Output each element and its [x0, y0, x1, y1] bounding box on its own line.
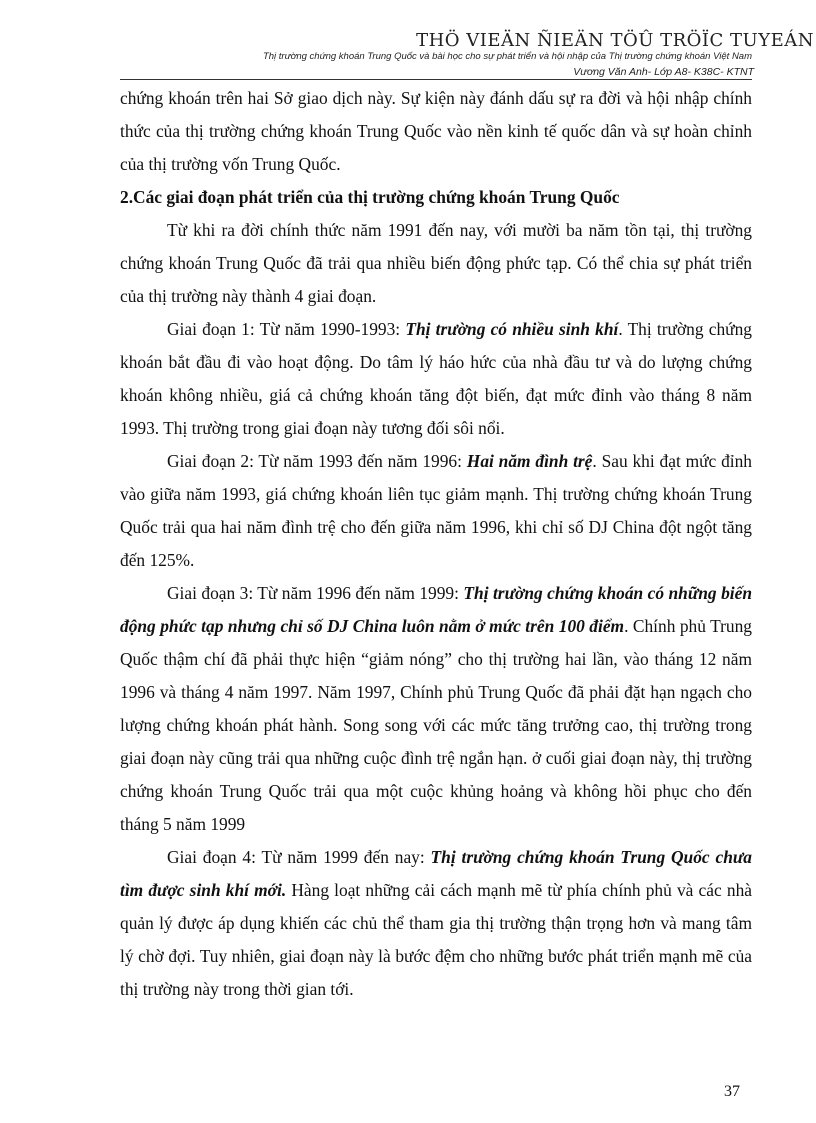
header-subtitle: Thị trường chứng khoán Trung Quốc và bài học cho sự phát triển và hội nhập của Thị trường chứng khoán Việt Nam — [262, 51, 752, 62]
paragraph-stage-2 — [120, 445, 752, 577]
stage-4-lead: Giai đoạn 4: Từ năm 1999 đến nay: — [167, 847, 431, 867]
header-author: Vương Văn Anh- Lớp A8- K38C- KTNT — [573, 66, 754, 78]
stage-1-text: . Thị trường chứng khoán bắt đầu đi vào hoạt động. Do tâm lý háo hức của nhà đầu tư và do lượng chứng khoán không nhiều, giá cả chứng khoán tăng đột biến, đạt mức đỉnh vào tháng 8 năm 1993. Thị trường trong giai đoạn này tương đối sôi nổi. — [120, 319, 752, 438]
stage-2-lead: Giai đoạn 2: Từ năm 1993 đến năm 1996: — [167, 451, 467, 471]
header-watermark: THÖ VIEÄN ÑIEÄN TÖÛ TRÖÏC TUYEÁN — [416, 30, 814, 51]
stage-3-text: . Chính phủ Trung Quốc thậm chí đã phải thực hiện “giảm nóng” cho thị trường hai lần, vào tháng 12 năm 1996 và tháng 4 năm 1997. Năm 1997, Chính phủ Trung Quốc đã phải đặt hạn ngạch cho lượng chứng khoán phát hành. Song song với các mức tăng trưởng cao, thị trường trong giai đoạn này cũng trải qua những cuộc đình trệ ngắn hạn. ở cuối giai đoạn này, thị trường chứng khoán Trung Quốc trải qua một cuộc khủng hoảng và không hồi phục cho đến tháng 5 năm 1999 — [120, 616, 752, 834]
stage-1-lead: Giai đoạn 1: Từ năm 1990-1993: — [167, 319, 406, 339]
document-body — [120, 82, 752, 1006]
stage-4-title: Thị trường chứng khoán Trung Quốc chưa tìm được sinh khí mới. — [120, 847, 752, 900]
section-heading: 2.Các giai đoạn phát triển của thị trường chứng khoán Trung Quốc — [120, 187, 620, 207]
paragraph-continuation: chứng khoán trên hai Sở giao dịch này. Sự kiện này đánh dấu sự ra đời và hội nhập chính thức của thị trường chứng khoán Trung Quốc vào nền kinh tế quốc dân và sự hoàn chỉnh của thị trường vốn Trung Quốc. — [120, 88, 752, 174]
stage-2-text: . Sau khi đạt mức đỉnh vào giữa năm 1993, giá chứng khoán liên tục giảm mạnh. Thị trường chứng khoán Trung Quốc trải qua hai năm đình trệ cho đến giữa năm 1996, khi chỉ số DJ China đột ngột tăng đến 125%. — [120, 451, 753, 570]
header-rule — [120, 79, 752, 80]
stage-4-text: Hàng loạt những cải cách mạnh mẽ từ phía chính phủ và các nhà quản lý được áp dụng khiến các chủ thể tham gia thị trường thận trọng hơn và mang tâm lý chờ đợi. Tuy nhiên, giai đoạn này là bước đệm cho những bước phát triển mạnh mẽ của thị trường này trong thời gian tới. — [120, 880, 752, 999]
page-number: 37 — [724, 1083, 740, 1100]
paragraph-stage-1 — [120, 313, 752, 445]
stage-1-title: Thị trường có nhiều sinh khí — [405, 319, 619, 339]
stage-3-title: Thị trường chứng khoán có những biến động phức tạp nhưng chỉ số DJ China luôn nằm ở mức trên 100 điểm — [120, 583, 752, 636]
paragraph-intro: Từ khi ra đời chính thức năm 1991 đến nay, với mười ba năm tồn tại, thị trường chứng khoán Trung Quốc đã trải qua nhiều biến động phức tạp. Có thể chia sự phát triển của thị trường này thành 4 giai đoạn. — [120, 220, 752, 306]
paragraph-stage-3 — [120, 577, 752, 841]
stage-2-title: Hai năm đình trệ — [466, 451, 593, 471]
paragraph-stage-4 — [120, 841, 752, 1006]
stage-3-lead: Giai đoạn 3: Từ năm 1996 đến năm 1999: — [167, 583, 464, 603]
